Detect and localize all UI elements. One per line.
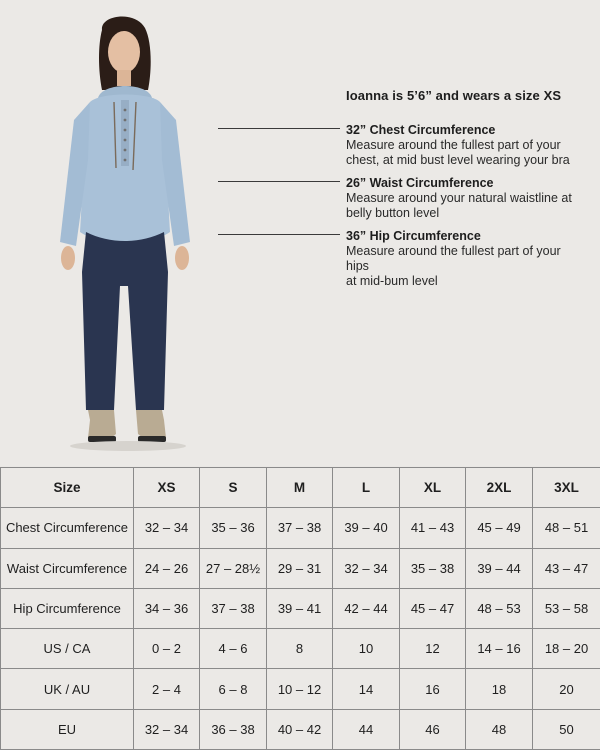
table-row-uk-au xyxy=(1,669,600,709)
table-row-chest xyxy=(1,508,600,548)
header-cell-3xl: 3XL xyxy=(533,468,600,508)
row-label-hip: Hip Circumference xyxy=(1,588,134,628)
table-cell: 43 – 47 xyxy=(533,548,600,588)
table-cell: 14 – 16 xyxy=(466,629,533,669)
table-cell: 6 – 8 xyxy=(200,669,267,709)
table-row-waist xyxy=(1,548,600,588)
table-cell: 50 xyxy=(533,709,600,749)
table-cell: 39 – 41 xyxy=(267,588,333,628)
header-cell-m: M xyxy=(267,468,333,508)
header-cell-l: L xyxy=(333,468,400,508)
table-cell: 18 xyxy=(466,669,533,709)
table-cell: 36 – 38 xyxy=(200,709,267,749)
table-cell: 35 – 36 xyxy=(200,508,267,548)
model-size-headline: Ioanna is 5’6” and wears a size XS xyxy=(346,88,562,103)
row-label-waist: Waist Circumference xyxy=(1,548,134,588)
table-cell: 2 – 4 xyxy=(134,669,200,709)
table-cell: 39 – 40 xyxy=(333,508,400,548)
table-cell: 32 – 34 xyxy=(134,508,200,548)
table-cell: 42 – 44 xyxy=(333,588,400,628)
table-row-us-ca xyxy=(1,629,600,669)
table-cell: 27 – 28½ xyxy=(200,548,267,588)
table-cell: 20 xyxy=(533,669,600,709)
row-label-eu: EU xyxy=(1,709,134,749)
row-label-us-ca: US / CA xyxy=(1,629,134,669)
table-cell: 8 xyxy=(267,629,333,669)
chest-measurement-desc-line1: Measure around the fullest part of your xyxy=(346,138,561,152)
table-cell: 34 – 36 xyxy=(134,588,200,628)
table-cell: 53 – 58 xyxy=(533,588,600,628)
hip-measurement-title: 36” Hip Circumference xyxy=(346,229,481,243)
waist-measurement-title: 26” Waist Circumference xyxy=(346,176,494,190)
table-cell: 39 – 44 xyxy=(466,548,533,588)
table-cell: 16 xyxy=(400,669,466,709)
table-cell: 44 xyxy=(333,709,400,749)
table-cell: 29 – 31 xyxy=(267,548,333,588)
hip-measurement-desc-line2: at mid-bum level xyxy=(346,274,438,288)
row-label-chest: Chest Circumference xyxy=(1,508,134,548)
table-cell: 48 – 51 xyxy=(533,508,600,548)
table-cell: 46 xyxy=(400,709,466,749)
table-row-eu xyxy=(1,709,600,749)
table-cell: 12 xyxy=(400,629,466,669)
header-cell-xl: XL xyxy=(400,468,466,508)
hip-leader-line xyxy=(218,234,340,235)
table-cell: 4 – 6 xyxy=(200,629,267,669)
waist-measurement-desc-line1: Measure around your natural waistline at xyxy=(346,191,572,205)
waist-measurement xyxy=(346,176,586,221)
table-cell: 0 – 2 xyxy=(134,629,200,669)
waist-leader-line xyxy=(218,181,340,182)
waist-measurement-desc-line2: belly button level xyxy=(346,206,440,220)
table-cell: 41 – 43 xyxy=(400,508,466,548)
chest-measurement xyxy=(346,123,586,168)
model-photo xyxy=(40,10,210,460)
table-cell: 24 – 26 xyxy=(134,548,200,588)
row-label-uk-au: UK / AU xyxy=(1,669,134,709)
header-cell-s: S xyxy=(200,468,267,508)
table-cell: 32 – 34 xyxy=(134,709,200,749)
table-cell: 37 – 38 xyxy=(267,508,333,548)
chest-measurement-title: 32” Chest Circumference xyxy=(346,123,496,137)
table-cell: 10 xyxy=(333,629,400,669)
table-cell: 32 – 34 xyxy=(333,548,400,588)
table-cell: 35 – 38 xyxy=(400,548,466,588)
table-cell: 14 xyxy=(333,669,400,709)
header-cell-2xl: 2XL xyxy=(466,468,533,508)
table-cell: 45 – 47 xyxy=(400,588,466,628)
hip-measurement-desc-line1: Measure around the fullest part of your hips xyxy=(346,244,561,273)
table-cell: 37 – 38 xyxy=(200,588,267,628)
header-cell-xs: XS xyxy=(134,468,200,508)
hip-measurement xyxy=(346,229,586,289)
table-cell: 48 – 53 xyxy=(466,588,533,628)
chest-leader-line xyxy=(218,128,340,129)
table-cell: 45 – 49 xyxy=(466,508,533,548)
table-row-hip xyxy=(1,588,600,628)
table-cell: 18 – 20 xyxy=(533,629,600,669)
size-chart-table xyxy=(0,467,600,750)
header-cell-size: Size xyxy=(1,468,134,508)
chest-measurement-desc-line2: chest, at mid bust level wearing your bra xyxy=(346,153,570,167)
table-cell: 40 – 42 xyxy=(267,709,333,749)
table-cell: 48 xyxy=(466,709,533,749)
table-cell: 10 – 12 xyxy=(267,669,333,709)
size-table-header-row xyxy=(1,468,600,508)
